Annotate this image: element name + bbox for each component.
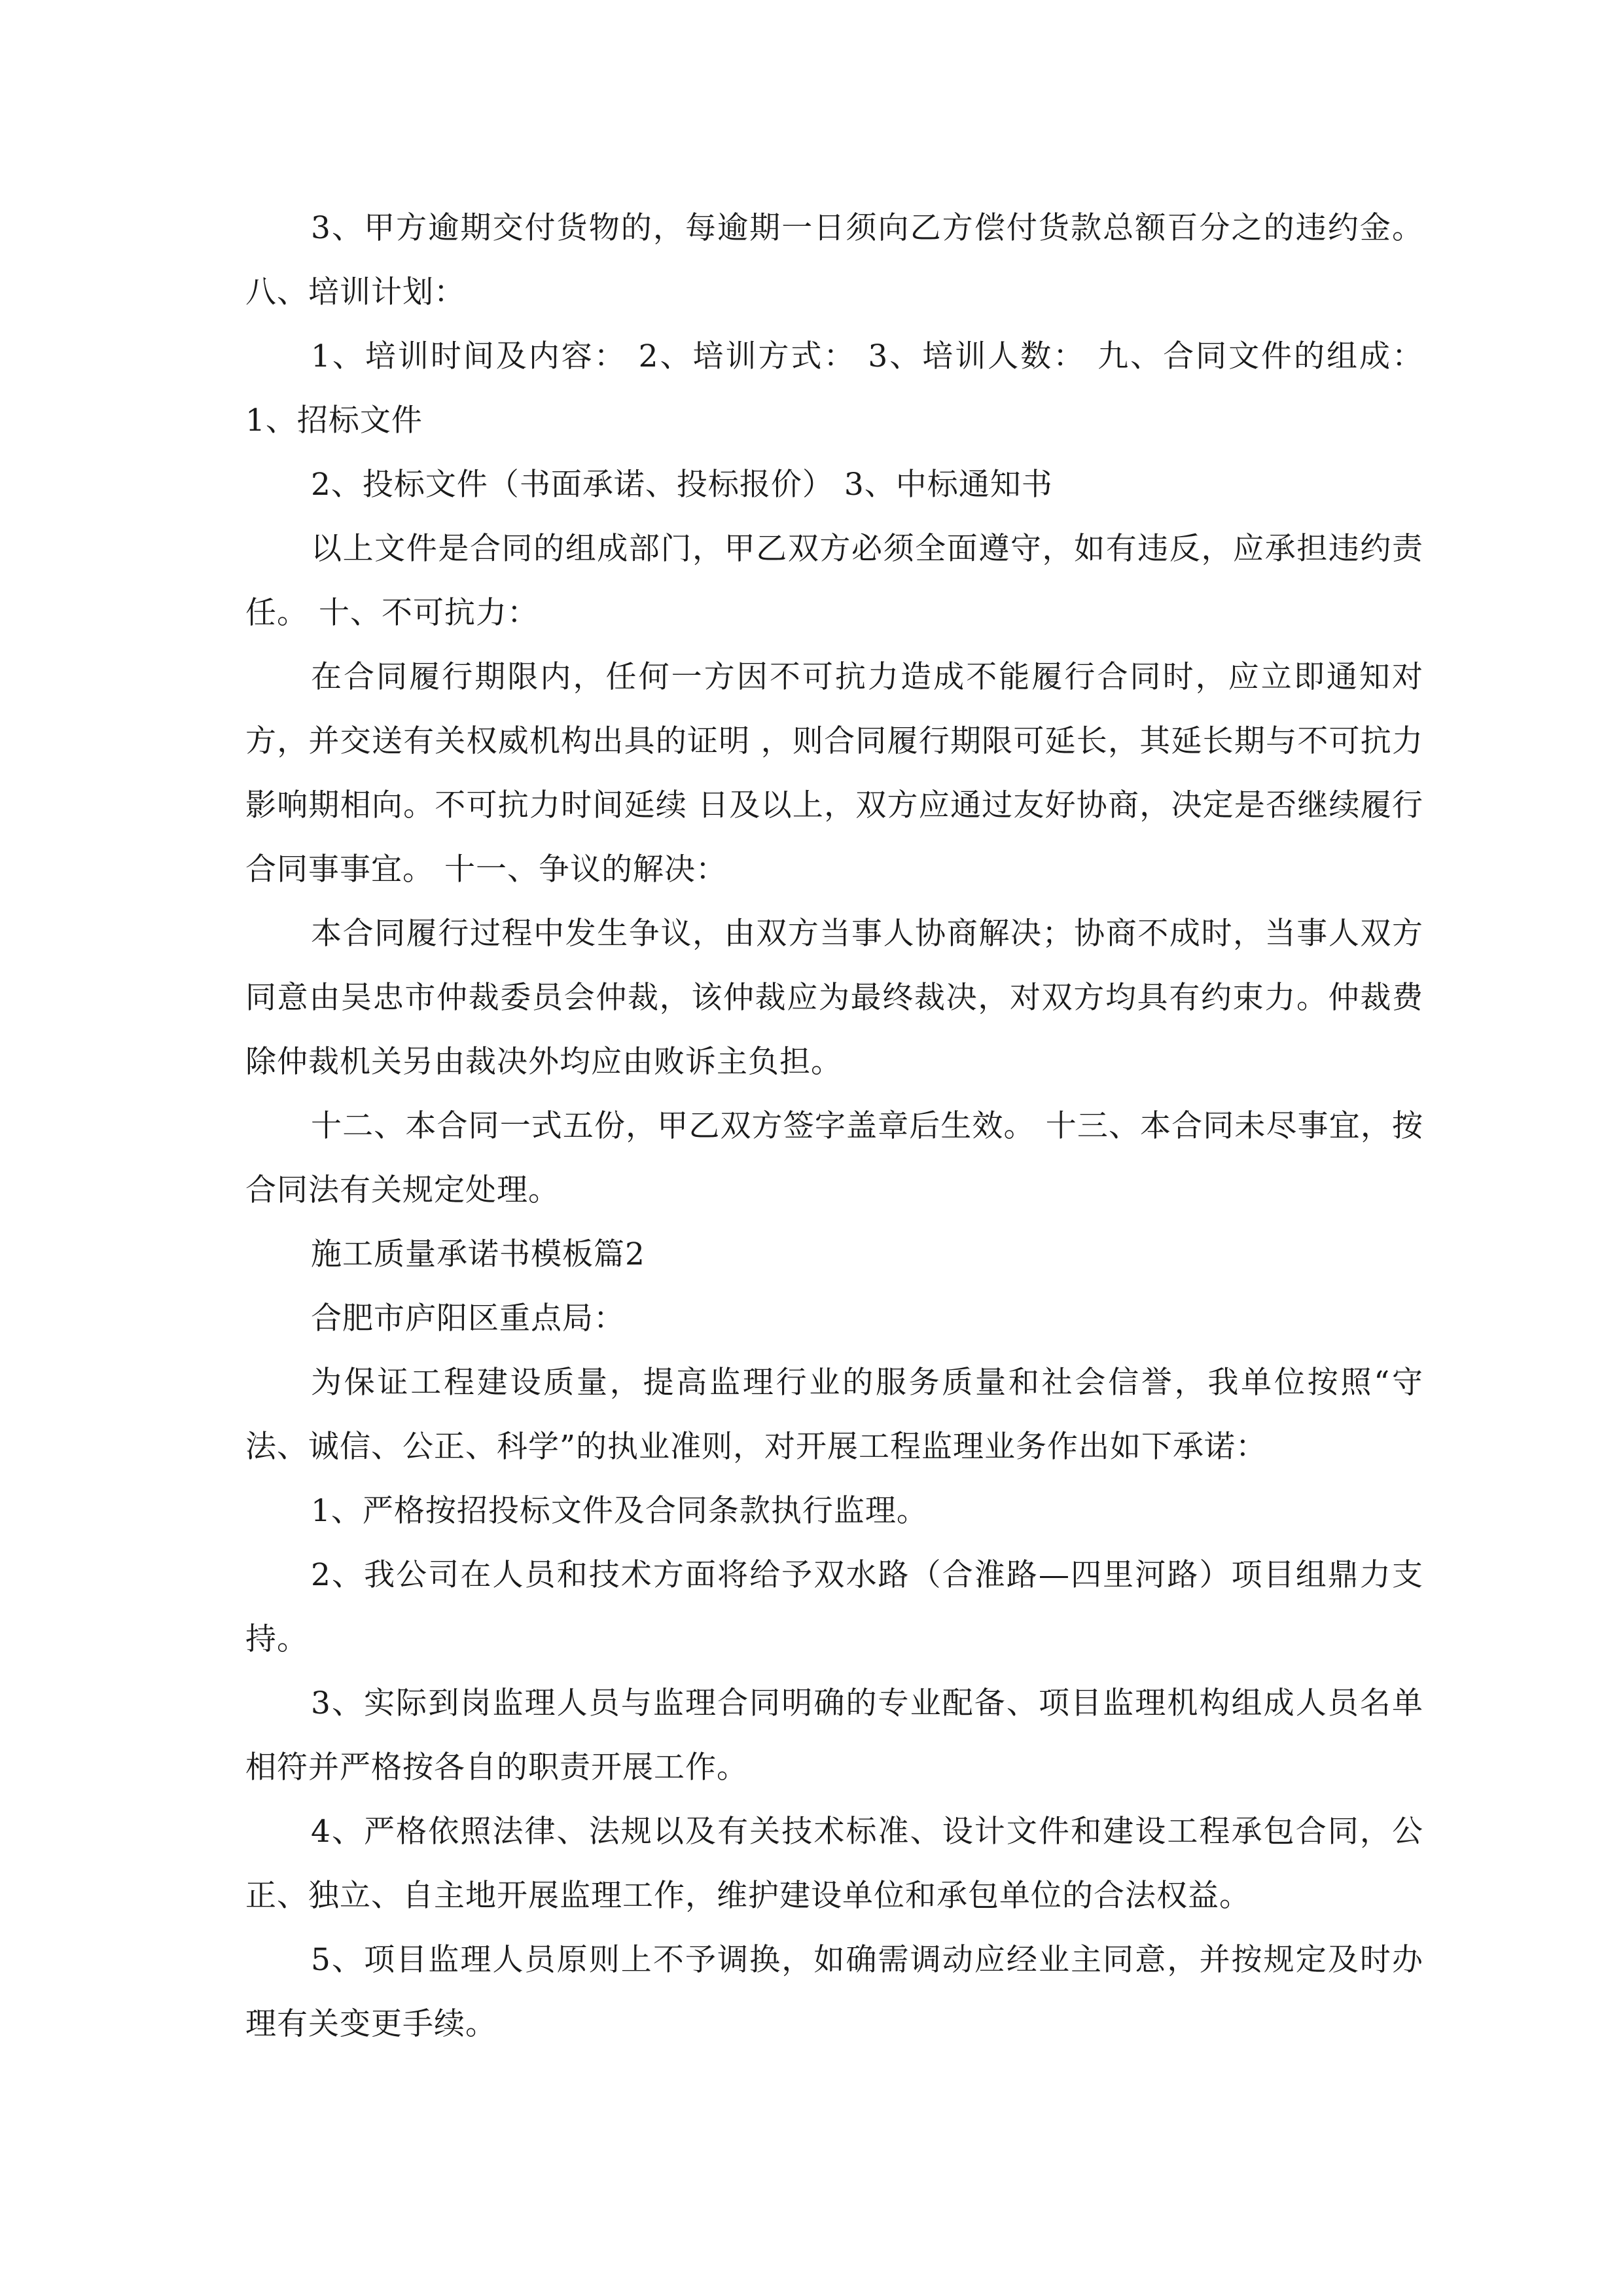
commitment-item-3: 3、实际到岗监理人员与监理合同明确的专业配备、项目监理机构组成人员名单相符并严格按各自的职责开展工作。 — [245, 1685, 1423, 1785]
document-body — [245, 196, 1423, 2056]
addressee: 合肥市庐阳区重点局： — [311, 1300, 625, 1336]
paragraph-penalty-clause: 3、甲方逾期交付货物的，每逾期一日须向乙方偿付货款总额百分之的违约金。 八、培训计划： — [245, 210, 1423, 310]
paragraph-commitment-intro: 为保证工程建设质量，提高监理行业的服务质量和社会信誉，我单位按照“守法、诚信、公正、科学”的执业准则，对开展工程监理业务作出如下承诺： — [245, 1365, 1423, 1465]
paragraph-force-majeure: 在合同履行期限内，任何一方因不可抗力造成不能履行合同时，应立即通知对方，并交送有关权威机构出具的证明 ，则合同履行期限可延长，其延长期与不可抗力影响期相向。不可抗力时间延续 日及以上，双方应通过友好协商，决定是否继续履行合同事事宜。 十一、争议的解决： — [245, 659, 1423, 888]
section-heading: 施工质量承诺书模板篇2 — [311, 1236, 645, 1272]
commitment-item-5: 5、项目监理人员原则上不予调换，如确需调动应经业主同意，并按规定及时办理有关变更手续。 — [245, 1942, 1423, 2042]
paragraph-dispute-resolution: 本合同履行过程中发生争议，由双方当事人协商解决；协商不成时，当事人双方同意由吴忠市仲裁委员会仲裁，该仲裁应为最终裁决，对双方均具有约束力。仲裁费除仲裁机关另由裁决外均应由败诉主负担。 — [245, 916, 1423, 1080]
commitment-item-4: 4、严格依照法律、法规以及有关技术标准、设计文件和建设工程承包合同，公正、独立、自主地开展监理工作，维护建设单位和承包单位的合法权益。 — [245, 1814, 1423, 1914]
commitment-item-1: 1、严格按招投标文件及合同条款执行监理。 — [311, 1493, 928, 1529]
paragraph-bid-documents: 2、投标文件（书面承诺、投标报价） 3、中标通知书 — [311, 467, 1053, 503]
paragraph-training-plan: 1、培训时间及内容： 2、培训方式： 3、培训人数： 九、合同文件的组成：1、招标文件 — [245, 338, 1423, 439]
commitment-item-2: 2、我公司在人员和技术方面将给予双水路（合淮路—四里河路）项目组鼎力支持。 — [245, 1557, 1423, 1657]
paragraph-contract-components: 以上文件是合同的组成部门，甲乙双方必须全面遵守，如有违反，应承担违约责任。 十、不可抗力： — [245, 531, 1423, 631]
paragraph-effectiveness: 十二、本合同一式五份，甲乙双方签字盖章后生效。 十三、本合同未尽事宜，按合同法有关规定处理。 — [245, 1108, 1423, 1208]
